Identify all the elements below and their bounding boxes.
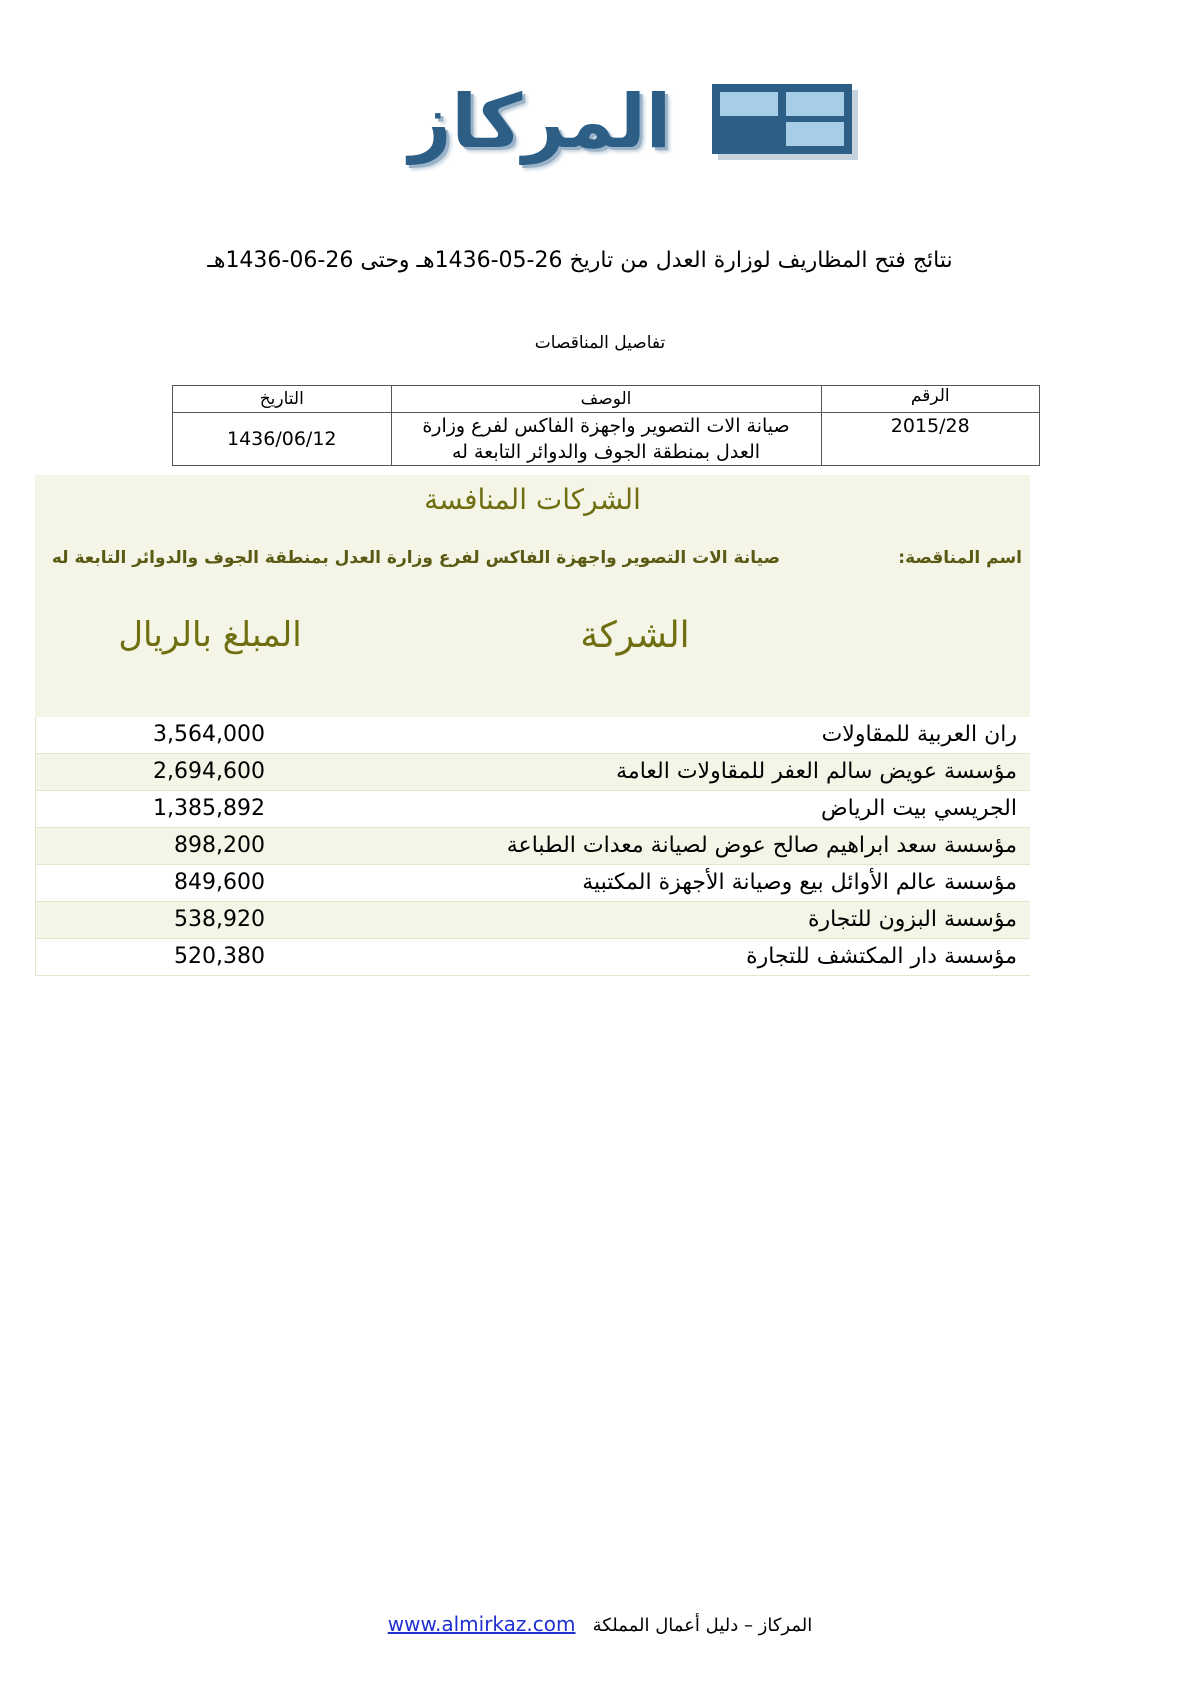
bid-amount: 3,564,000 [153, 722, 265, 747]
row-stub [35, 717, 74, 753]
header-number: الرقم [821, 386, 1040, 413]
tender-name-value: صيانة الات التصوير واجهزة الفاكس لفرع وزارة العدل بمنطقة الجوف والدوائر التابعة له [51, 548, 780, 568]
table-header-row [173, 386, 1040, 413]
list-item [35, 754, 1030, 791]
company-name: ران العربية للمقاولات [821, 722, 1017, 747]
tender-description: صيانة الات التصوير واجهزة الفاكس لفرع وزارة العدل بمنطقة الجوف والدوائر التابعة له [391, 413, 821, 466]
list-item [35, 865, 1030, 902]
logo [370, 80, 860, 165]
company-name: الجريسي بيت الرياض [821, 796, 1017, 821]
row-stub [35, 865, 74, 901]
competitors-panel [35, 475, 1030, 967]
bid-amount: 520,380 [174, 944, 265, 969]
row-stub [35, 902, 74, 938]
section-subtitle: تفاصيل المناقصات [534, 333, 666, 353]
row-stub [35, 828, 74, 864]
page-title: نتائج فتح المظاريف لوزارة العدل من تاريخ 26-05-1436هـ وحتى 26-06-1436هـ [207, 248, 953, 273]
logo-text: المركاز [408, 79, 672, 165]
list-item [35, 791, 1030, 828]
list-item [35, 902, 1030, 939]
row-stub [35, 791, 74, 827]
bid-amount: 538,920 [174, 907, 265, 932]
company-name: مؤسسة عالم الأوائل بيع وصيانة الأجهزة المكتبية [582, 870, 1017, 895]
list-item [35, 717, 1030, 754]
bid-amount: 1,385,892 [153, 796, 265, 821]
competitors-title: الشركات المنافسة [424, 483, 641, 516]
header-description: الوصف [391, 386, 821, 413]
company-name: مؤسسة عويض سالم العفر للمقاولات العامة [616, 759, 1017, 784]
footer-text: المركاز – دليل أعمال المملكة [592, 1615, 813, 1636]
bid-amount: 898,200 [174, 833, 265, 858]
bid-amount: 2,694,600 [153, 759, 265, 784]
header-date: التاريخ [173, 386, 392, 413]
list-item [35, 939, 1030, 976]
amount-column-header: المبلغ بالريال [118, 615, 302, 655]
website-link[interactable]: www.almirkaz.com [387, 1612, 576, 1636]
list-item [35, 828, 1030, 865]
grid-logo-icon [712, 84, 858, 160]
row-stub [35, 939, 74, 975]
tender-number: 2015/28 [821, 413, 1040, 466]
company-name: مؤسسة البزون للتجارة [807, 907, 1017, 932]
tender-name-label: اسم المناقصة: [898, 548, 1022, 568]
row-stub [35, 754, 74, 790]
tender-details-table [172, 385, 1040, 466]
footer [300, 1612, 900, 1636]
company-name: مؤسسة سعد ابراهيم صالح عوض لصيانة معدات الطباعة [506, 833, 1017, 858]
table-row [173, 413, 1040, 466]
tender-date: 1436/06/12 [173, 413, 392, 466]
company-column-header: الشركة [580, 615, 690, 656]
competitors-list [35, 717, 1030, 976]
bid-amount: 849,600 [174, 870, 265, 895]
company-name: مؤسسة دار المكتشف للتجارة [746, 944, 1017, 969]
